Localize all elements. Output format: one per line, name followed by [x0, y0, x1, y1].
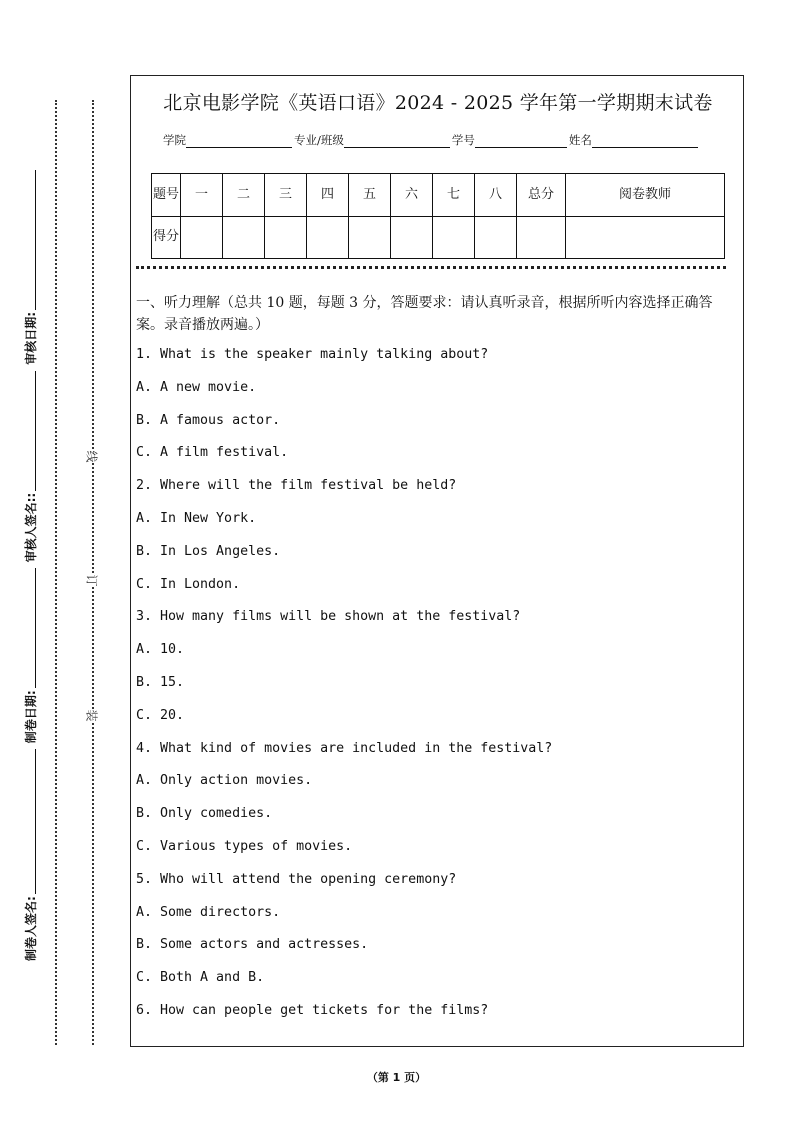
- header-cell: 六: [391, 174, 433, 217]
- score-cell[interactable]: [475, 216, 517, 259]
- answer-option: A. Only action movies.: [136, 773, 313, 789]
- binding-char-ding: 订: [84, 574, 99, 587]
- row-label-question-no: 题号: [152, 174, 181, 217]
- review-date-line: [24, 170, 36, 310]
- score-cell[interactable]: [517, 216, 566, 259]
- score-table-header-row: [152, 174, 725, 217]
- question-text: 1. What is the speaker mainly talking about?: [136, 347, 489, 362]
- header-cell: 八: [475, 174, 517, 217]
- college-label: 学院: [163, 133, 186, 147]
- student-id-label: 学号: [451, 133, 475, 147]
- question-text: 5. Who will attend the opening ceremony?: [136, 871, 457, 887]
- score-cell[interactable]: [307, 216, 349, 259]
- answer-option: B. Some actors and actresses.: [136, 937, 369, 953]
- score-cell[interactable]: [433, 216, 475, 259]
- question-text: 6. How can people get tickets for the films?: [136, 1003, 489, 1018]
- header-cell-grader: 阅卷教师: [566, 174, 725, 217]
- header-cell: 三: [265, 174, 307, 217]
- review-date-label: 审核日期:: [23, 311, 38, 365]
- score-table: [151, 173, 725, 259]
- header-cell: 四: [307, 174, 349, 217]
- answer-option: A. 10.: [136, 642, 185, 658]
- binding-char-zhuang: 装: [84, 709, 99, 722]
- maker-date-line: [24, 568, 36, 688]
- answer-option: C. In London.: [136, 576, 241, 592]
- section-heading: 一、听力理解（总共 10 题，每题 3 分，答题要求：请认真听录音，根据所听内容选择正确答案。录音播放两遍。）: [136, 295, 713, 333]
- name-label: 姓名: [568, 133, 592, 147]
- score-cell[interactable]: [223, 216, 265, 259]
- answer-option: A. A new movie.: [136, 379, 257, 395]
- exam-frame: [130, 75, 744, 1047]
- separator-dotted-line: [136, 266, 726, 269]
- major-field[interactable]: [344, 133, 450, 148]
- header-cell: 一: [181, 174, 223, 217]
- score-cell[interactable]: [391, 216, 433, 259]
- row-label-score: 得分: [152, 216, 181, 259]
- college-field[interactable]: [186, 133, 292, 148]
- student-info-row: [163, 132, 700, 148]
- question-text: 3. How many films will be shown at the festival?: [136, 609, 521, 625]
- maker-sign-line: [24, 749, 36, 894]
- reviewer-sign-line: [24, 371, 36, 491]
- answer-option: C. 20.: [136, 707, 185, 723]
- score-cell[interactable]: [566, 216, 725, 259]
- binding-dotted-line: [92, 100, 94, 1045]
- score-table-score-row: [152, 216, 725, 259]
- exam-title: 北京电影学院《英语口语》2024 - 2025 学年第一学期期末试卷: [163, 92, 713, 114]
- score-cell[interactable]: [181, 216, 223, 259]
- question-text: 2. Where will the film festival be held?: [136, 478, 457, 494]
- answer-option: B. In Los Angeles.: [136, 543, 281, 559]
- header-cell: 二: [223, 174, 265, 217]
- header-cell: 五: [349, 174, 391, 217]
- score-cell[interactable]: [265, 216, 307, 259]
- page-number: （第 1 页）: [366, 1071, 427, 1084]
- answer-option: A. Some directors.: [136, 904, 281, 920]
- maker-sign-label: 制卷人签名:: [23, 896, 38, 961]
- score-cell[interactable]: [349, 216, 391, 259]
- margin-dotted-line-outer: [55, 100, 57, 1045]
- answer-option: C. A film festival.: [136, 445, 289, 461]
- answer-option: A. In New York.: [136, 511, 257, 526]
- header-cell: 七: [433, 174, 475, 217]
- answer-option: B. 15.: [136, 675, 185, 690]
- margin-signature-strip: [19, 116, 41, 1016]
- answer-option: B. Only comedies.: [136, 806, 273, 822]
- answer-option: B. A famous actor.: [136, 412, 281, 428]
- answer-option: C. Various types of movies.: [136, 839, 353, 854]
- header-cell-total: 总分: [517, 174, 566, 217]
- name-field[interactable]: [592, 133, 698, 148]
- reviewer-sign-label: 审核人签名::: [23, 492, 38, 563]
- student-id-field[interactable]: [475, 133, 567, 148]
- maker-date-label: 制卷日期:: [23, 690, 38, 744]
- major-label: 专业/班级: [294, 133, 344, 147]
- binding-char-xian: 线: [84, 450, 99, 463]
- question-text: 4. What kind of movies are included in the festival?: [136, 740, 553, 756]
- answer-option: C. Both A and B.: [136, 970, 265, 986]
